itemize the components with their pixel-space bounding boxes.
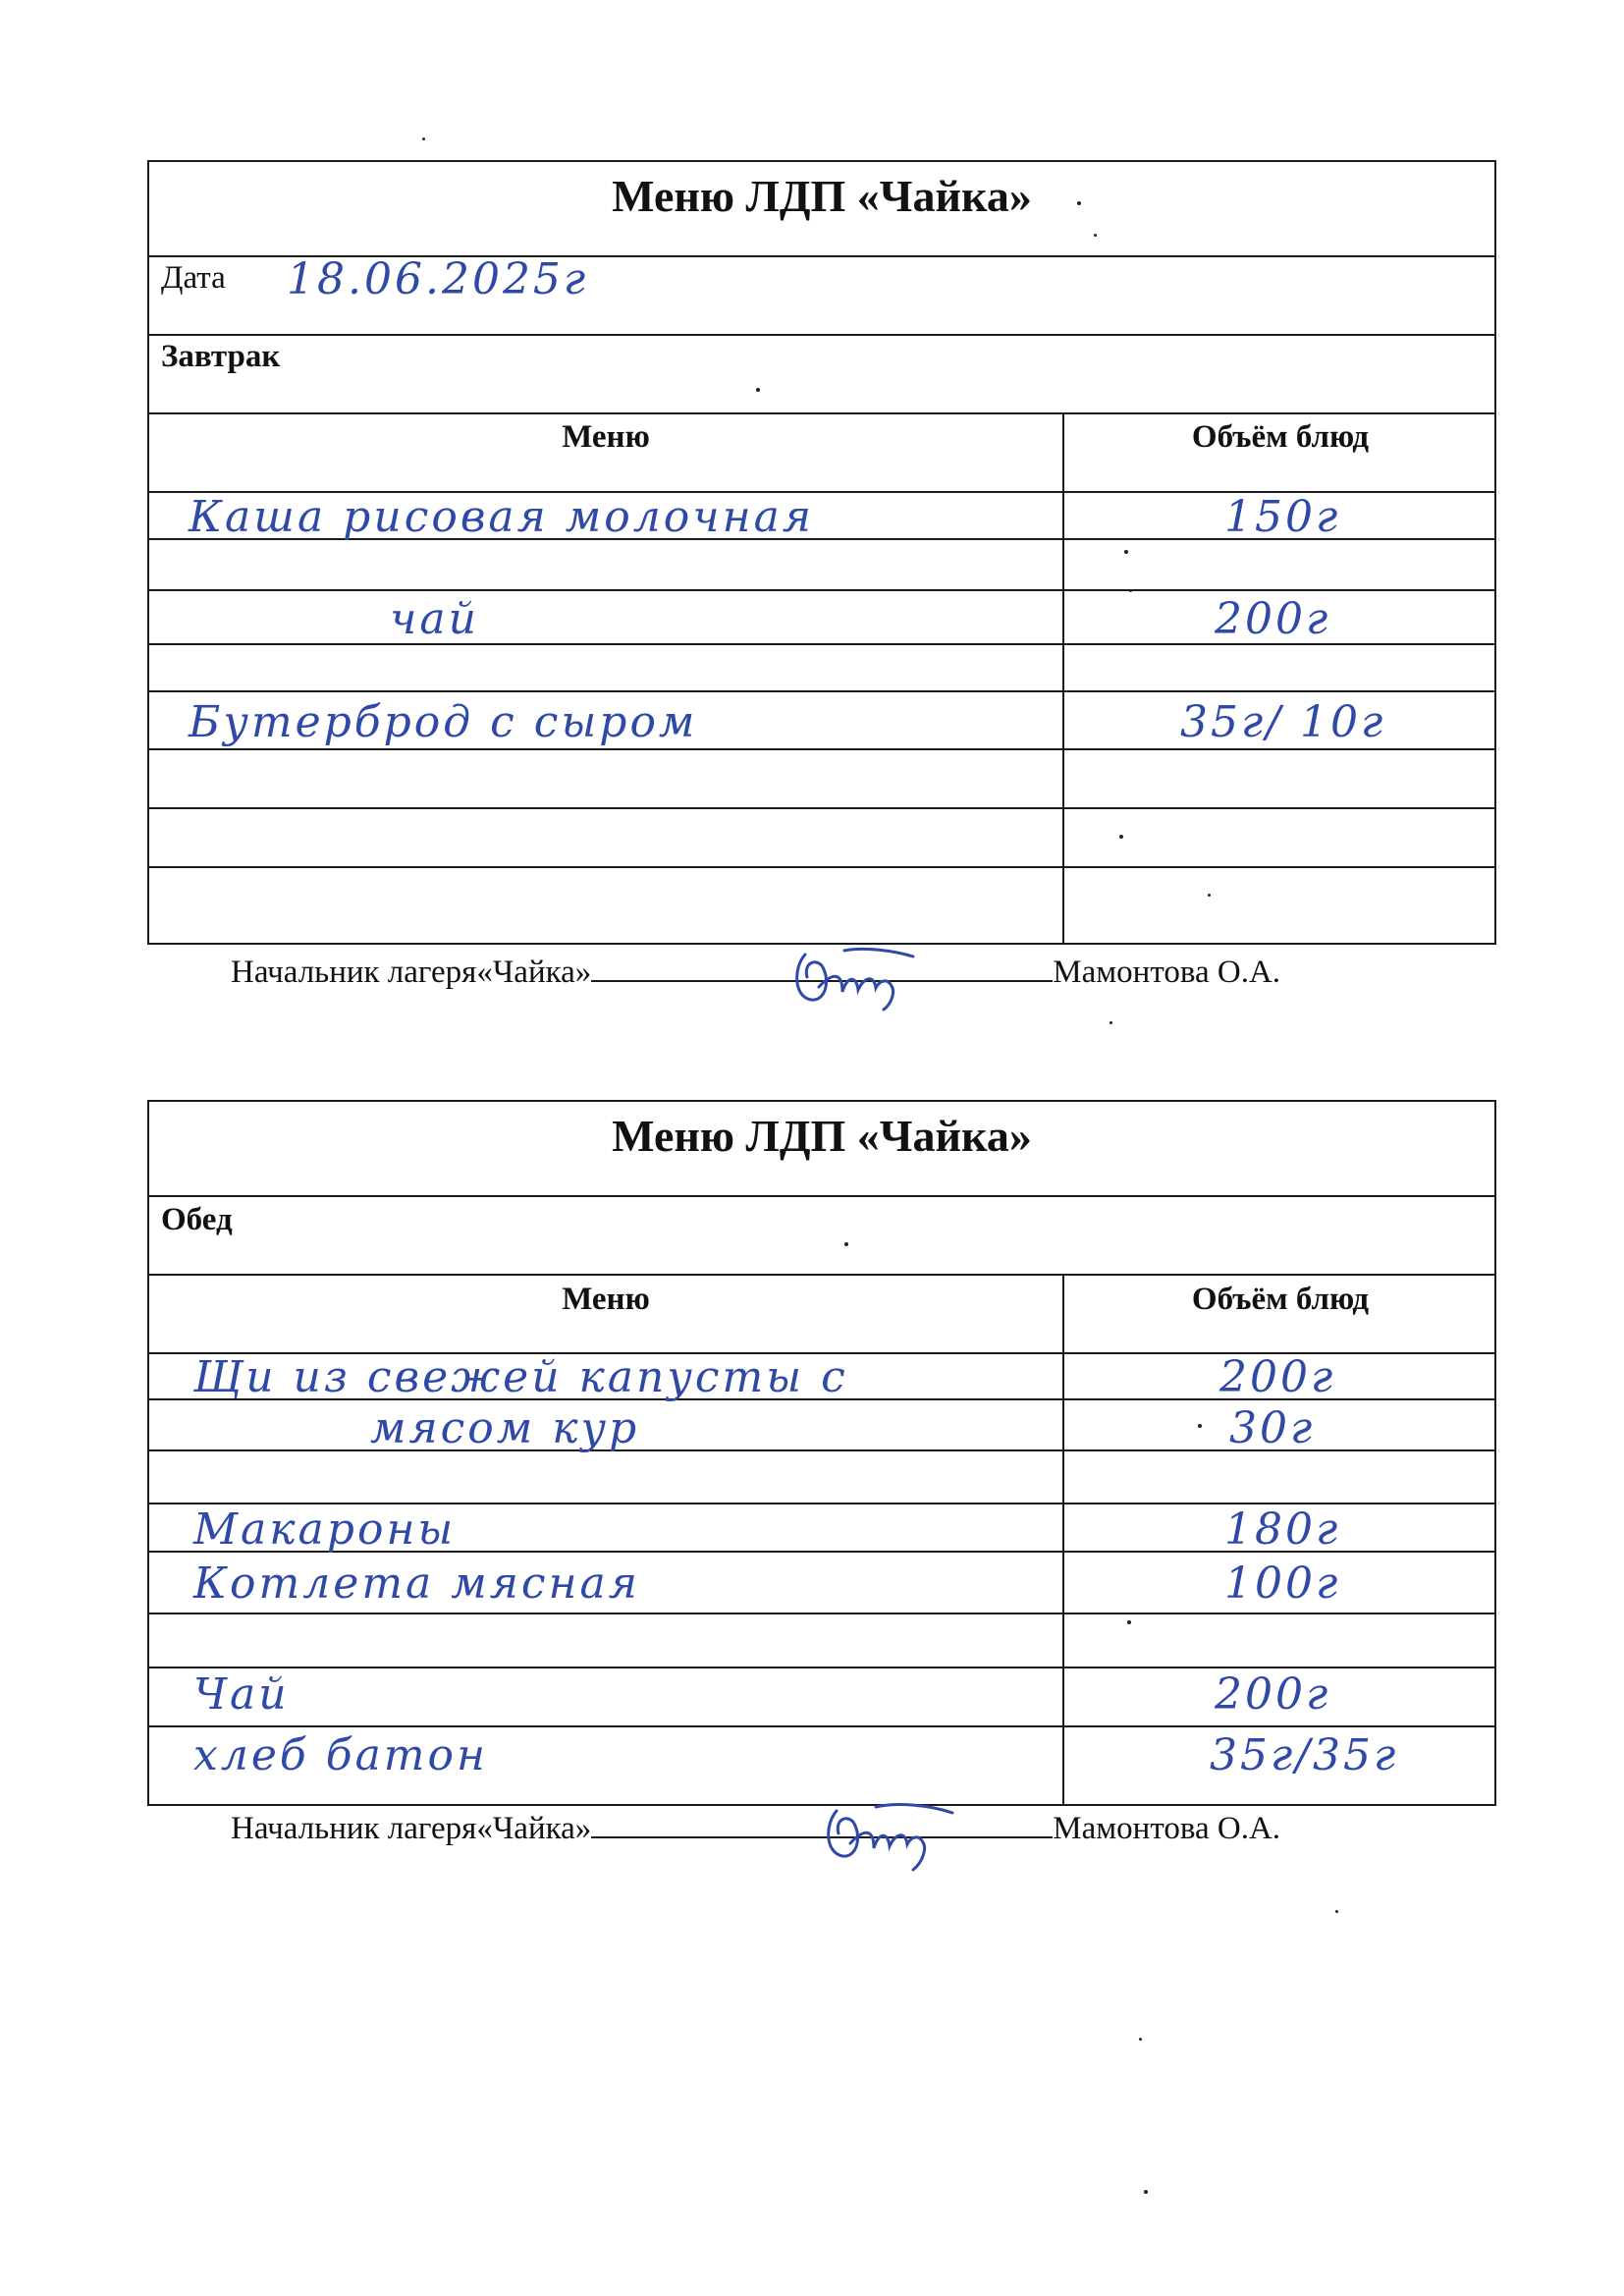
handwritten-signature	[815, 1797, 962, 1876]
column-header-menu: Меню	[562, 419, 650, 455]
column-header-volume: Объём блюд	[1191, 1282, 1370, 1317]
breakfast-menu-form	[147, 160, 1496, 945]
row-divider	[149, 748, 1494, 750]
handwritten-signature	[785, 943, 923, 1016]
dish-entry: Щи из свежей капусты с	[193, 1352, 848, 1402]
dish-entry: Котлета мясная	[193, 1558, 640, 1609]
lunch-form-title: Меню ЛДП «Чайка»	[612, 1111, 1032, 1161]
column-header-volume: Объём блюд	[1191, 419, 1370, 455]
scan-speck	[1119, 835, 1123, 839]
scan-speck	[1144, 2190, 1148, 2194]
row-divider	[149, 1725, 1494, 1727]
row-divider	[149, 334, 1494, 336]
row-divider	[149, 807, 1494, 809]
breakfast-signature-line	[231, 951, 1280, 991]
scan-speck	[1129, 589, 1132, 592]
lunch-signature-line	[231, 1807, 1280, 1847]
scan-speck	[1110, 1021, 1112, 1024]
column-header-menu: Меню	[562, 1282, 650, 1317]
signer-title: Начальник лагеря«Чайка»	[231, 1811, 592, 1846]
row-divider	[149, 866, 1494, 868]
row-divider	[149, 412, 1494, 414]
volume-entry: 30г	[1229, 1403, 1316, 1453]
volume-entry: 200г	[1215, 1669, 1331, 1720]
dish-entry: Бутерброд с сыром	[189, 697, 698, 747]
dish-entry: Каша рисовая молочная	[189, 492, 814, 542]
signer-name: Мамонтова О.А.	[1053, 1811, 1281, 1846]
dish-entry: чай	[390, 594, 479, 644]
volume-entry: 180г	[1224, 1504, 1341, 1555]
breakfast-form-title: Меню ЛДП «Чайка»	[612, 171, 1032, 221]
dish-entry: Чай	[193, 1669, 290, 1720]
lunch-menu-form	[147, 1100, 1496, 1806]
signer-name: Мамонтова О.А.	[1053, 955, 1281, 990]
scan-speck	[1124, 550, 1128, 554]
row-divider	[149, 1613, 1494, 1614]
date-value: 18.06.2025г	[287, 254, 589, 304]
row-divider	[149, 1667, 1494, 1668]
dish-entry: мясом кур	[370, 1403, 640, 1453]
scan-speck	[756, 388, 760, 392]
scan-speck	[844, 1242, 848, 1246]
volume-entry: 200г	[1219, 1352, 1336, 1402]
dish-entry: хлеб батон	[193, 1730, 488, 1780]
signer-title: Начальник лагеря«Чайка»	[231, 955, 592, 990]
scan-speck	[1077, 201, 1081, 205]
row-divider	[149, 690, 1494, 692]
scan-speck	[422, 137, 425, 140]
row-divider	[149, 1274, 1494, 1276]
volume-entry: 35г/ 10г	[1180, 697, 1386, 747]
scan-speck	[1198, 1424, 1202, 1428]
scan-speck	[1335, 1910, 1338, 1913]
volume-entry: 100г	[1224, 1558, 1341, 1609]
volume-entry: 200г	[1215, 594, 1331, 644]
row-divider	[149, 589, 1494, 591]
scan-speck	[1094, 234, 1097, 237]
dish-entry: Макароны	[193, 1504, 457, 1555]
meal-label-breakfast: Завтрак	[161, 339, 281, 374]
scan-speck	[1127, 1620, 1131, 1624]
scan-speck	[1139, 2038, 1142, 2041]
meal-label-lunch: Обед	[161, 1202, 233, 1237]
volume-entry: 150г	[1224, 492, 1341, 542]
date-label: Дата	[161, 260, 226, 296]
scan-speck	[1208, 894, 1211, 897]
volume-entry: 35г/35г	[1210, 1730, 1399, 1780]
row-divider	[149, 1195, 1494, 1197]
